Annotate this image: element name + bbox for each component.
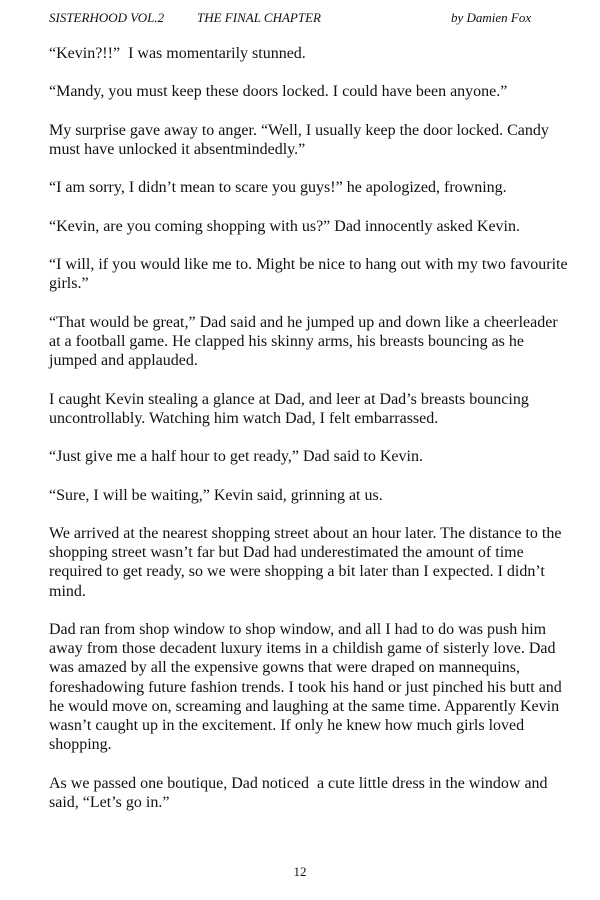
- paragraph: “Just give me a half hour to get ready,” Dad said to Kevin.: [49, 448, 423, 466]
- paragraph: “That would be great,” Dad said and he jumped up and down like a cheerleader at a football game. He clapped his skinny arms, his breasts bouncing as he jumped and applauded.: [49, 313, 562, 370]
- paragraph: We arrived at the nearest shopping street about an hour later. The distance to the shopping street wasn’t far but Dad had underestimated the amount of time required to get ready, so we were shopping a bit later than I expected. I didn’t mind.: [49, 524, 566, 600]
- paragraph: “Kevin, are you coming shopping with us?” Dad innocently asked Kevin.: [49, 217, 520, 235]
- paragraph: My surprise gave away to anger. “Well, I usually keep the door locked. Candy must have unlocked it absentmindedly.”: [49, 121, 553, 158]
- header-chapter-title: THE FINAL CHAPTER: [197, 10, 321, 25]
- header-author: by Damien Fox: [451, 10, 532, 25]
- paragraph: “I will, if you would like me to. Might be nice to hang out with my two favourite girls.”: [49, 256, 572, 293]
- paragraph: “Kevin?!!” I was momentarily stunned.: [49, 45, 306, 62]
- header-series-title: SISTERHOOD VOL.2: [49, 10, 165, 25]
- paragraph: “Sure, I will be waiting,” Kevin said, grinning at us.: [49, 486, 383, 504]
- paragraph: “Mandy, you must keep these doors locked. I could have been anyone.”: [49, 83, 508, 101]
- paragraph: As we passed one boutique, Dad noticed a cute little dress in the window and said, “Let’s go in.”: [49, 774, 552, 811]
- paragraph: “I am sorry, I didn’t mean to scare you guys!” he apologized, frowning.: [49, 179, 507, 197]
- paragraph: Dad ran from shop window to shop window, and all I had to do was push him away from those decadent luxury items in a childish game of sisterly love. Dad was amazed by all the expensive gowns that were draped on mannequins, foreshadowing future fashion trends. I took his hand or just pinched his butt and he would move on, screaming and laughing at the same time. Apparently Kevin wasn’t caught up in the excitement. If only he knew how much girls loved shopping.: [49, 620, 566, 754]
- page-number: 12: [293, 864, 307, 879]
- running-header: [49, 9, 549, 27]
- page-body: [49, 44, 572, 831]
- paragraph: I caught Kevin stealing a glance at Dad, and leer at Dad’s breasts bouncing uncontrollably. Watching him watch Dad, I felt embarrassed.: [49, 390, 533, 427]
